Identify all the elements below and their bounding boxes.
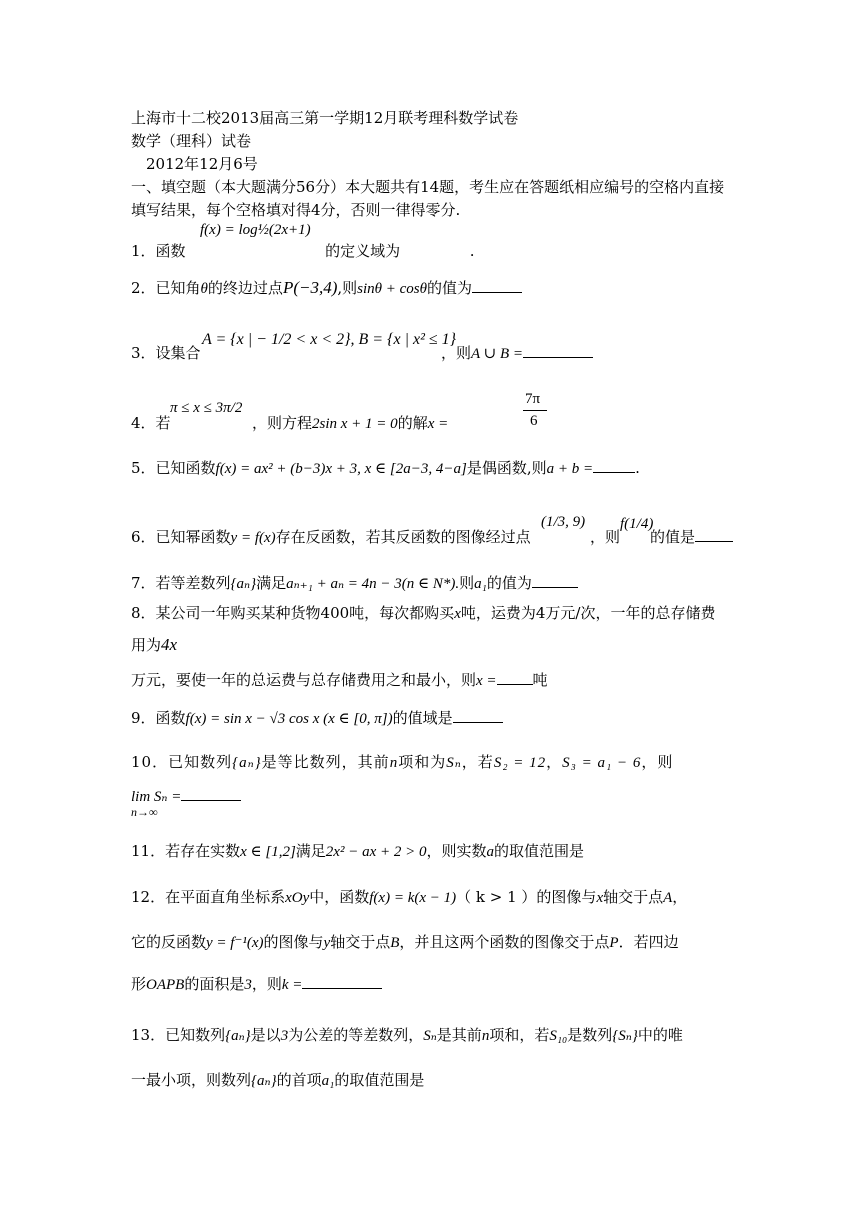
- q4-text-c: 的解: [397, 414, 428, 432]
- q13-line2b: 的首项: [276, 1071, 322, 1089]
- q5-text-a: 5．已知函数: [131, 459, 216, 477]
- q3-text-a: 3．设集合: [131, 344, 201, 362]
- q11-ineq: 2x² − ax + 2 > 0: [325, 844, 427, 860]
- section-intro-line2: 填写结果，每个空格填对得4分，否则一律得零分.: [131, 201, 461, 219]
- q12-yaxis: y: [323, 935, 331, 951]
- q10-text-d: ，若: [461, 753, 494, 771]
- q8-cost: 4x: [161, 635, 178, 654]
- question-12-line1: [131, 887, 687, 908]
- q12-xaxis: x: [596, 890, 604, 906]
- q4-text-b: ，则方程: [252, 414, 313, 432]
- q7-text-b: 满足: [256, 574, 287, 592]
- q3-expr: A ∪ B =: [471, 346, 524, 362]
- exam-date: 2012年12月6号: [146, 155, 258, 173]
- q13-text-e: 项和，若: [489, 1026, 550, 1044]
- question-9: [131, 708, 503, 729]
- question-4: [131, 413, 171, 433]
- q4-x-eq: x =: [427, 416, 449, 432]
- q2-text-c: ,则: [337, 279, 358, 297]
- q10-text-b: 是等比数列，其前: [261, 753, 390, 771]
- question-13-line2: [131, 1070, 424, 1091]
- q7-text-d: 的值为: [486, 574, 532, 592]
- q3-tail: [441, 343, 593, 364]
- q5-expr: a + b =: [546, 461, 594, 477]
- q7-answer-blank[interactable]: [532, 573, 578, 588]
- q10-s3: S₃ = a₁ − 6: [562, 755, 642, 771]
- q4-tail: [252, 413, 448, 434]
- q12-inv: y = f⁻¹(x): [206, 935, 264, 951]
- q13-seq: {aₙ}: [225, 1028, 251, 1044]
- q8-line3b: 吨: [532, 671, 548, 689]
- q2-text-b: 的终边过点: [207, 279, 283, 297]
- question-8-line1: [131, 603, 715, 624]
- q12-k-eq: k =: [281, 977, 303, 993]
- q12-text-d: 轴交于点: [603, 888, 664, 906]
- q6-point: (1/3, 9): [541, 514, 586, 530]
- q8-line3: 万元，要使一年的总运费与总存储费用之和最小，则: [131, 671, 477, 689]
- question-7: [131, 573, 578, 594]
- q11-text-a: 11．若存在实数: [131, 842, 241, 860]
- question-1: [131, 241, 474, 261]
- q2-answer-blank[interactable]: [472, 278, 522, 293]
- q13-a1: a₁: [321, 1073, 335, 1089]
- q2-text-a: 2．已知角: [131, 279, 201, 297]
- q12-line2c: 轴交于点: [330, 933, 391, 951]
- q12-text-b: 中，函数: [309, 888, 370, 906]
- q2-expr: sinθ + cosθ: [357, 281, 428, 297]
- q1-text-c: .: [469, 242, 475, 260]
- q6-text-c: ，则: [590, 528, 621, 546]
- question-8-line3: [131, 670, 548, 691]
- q8-answer-blank[interactable]: [497, 670, 533, 685]
- question-6: [131, 527, 531, 548]
- q10-lim-sub: n→∞: [131, 805, 158, 819]
- question-8-line2: [131, 635, 177, 655]
- q10-text-e: ，: [546, 753, 563, 771]
- q12-quad: OAPB: [146, 977, 185, 993]
- q2-text-d: 的值为: [427, 279, 473, 297]
- q13-text-g: 中的唯: [637, 1026, 683, 1044]
- q2-point: P(−3,4): [282, 278, 338, 297]
- q13-text-d: 是其前: [436, 1026, 482, 1044]
- q10-text-a: 10．已知数列: [131, 753, 233, 771]
- q6-tail: [590, 527, 620, 547]
- q12-area: 3: [244, 977, 252, 993]
- q8-line2: 用为: [131, 636, 162, 654]
- q7-rel: aₙ₊₁ + aₙ = 4n − 3(n ∈ N*).: [286, 576, 460, 592]
- q12-sys: xOy: [285, 890, 310, 906]
- q11-cond: x ∈ [1,2]: [240, 844, 296, 860]
- q7-text-a: 7．若等差数列: [131, 574, 231, 592]
- q12-line3a: 形: [131, 975, 147, 993]
- q12-line2d: ，并且这两个函数的图像交于点: [399, 933, 610, 951]
- q10-text-c: 项和为: [398, 753, 447, 771]
- q12-line3b: 的面积是: [184, 975, 245, 993]
- q12-line2a: 它的反函数: [131, 933, 207, 951]
- q10-answer-blank[interactable]: [181, 786, 241, 801]
- q10-n: n: [389, 755, 399, 771]
- q13-text-c: 为公差的等差数列，: [288, 1026, 424, 1044]
- q4-text-a: 4．若: [131, 414, 171, 432]
- q8-x-eq: x =: [476, 673, 497, 689]
- q13-line2c: 的取值范围是: [334, 1071, 425, 1089]
- section-intro-line1: 一、填空题（本大题满分56分）本大题共有14题，考生应在答题纸相应编号的空格内直接: [131, 178, 725, 196]
- question-10: [131, 752, 673, 773]
- q13-seq2: {aₙ}: [251, 1073, 277, 1089]
- q5-text-b: 是偶函数,则: [466, 459, 547, 477]
- q9-text-a: 9．函数: [131, 709, 186, 727]
- q2-theta: θ: [200, 281, 208, 297]
- q12-A: A: [663, 890, 673, 906]
- q8-line1: 8．某公司一年购买某种货物400吨，每次都购买: [131, 604, 455, 622]
- q5-func: f(x) = ax² + (b−3)x + 3, x ∈ [2a−3, 4−a]: [215, 461, 467, 477]
- q12-line2b: 的图像与: [263, 933, 324, 951]
- q4-answer-den: 6: [530, 413, 538, 429]
- q12-answer-blank[interactable]: [302, 974, 382, 989]
- q10-text-f: ，则: [641, 753, 674, 771]
- q7-a1: a₁: [474, 576, 487, 592]
- question-5: [131, 458, 640, 479]
- q3-text-b: ，则: [441, 344, 472, 362]
- q10-s2: S₂ = 12: [493, 755, 547, 771]
- q12-func: f(x) = k(x − 1): [369, 890, 457, 906]
- q6-func: y = f(x): [230, 530, 276, 546]
- q3-set: A = {x | − 1/2 < x < 2}, B = {x | x² ≤ 1}: [202, 331, 457, 348]
- q10-lim-expr: lim Sₙ =: [131, 789, 182, 805]
- q1-text: 1．函数: [131, 242, 186, 260]
- q4-answer-num: 7π: [525, 391, 541, 407]
- q13-line2a: 一最小项，则数列: [131, 1071, 252, 1089]
- q12-text-c: 的图像与: [536, 888, 597, 906]
- q9-func: f(x) = sin x − √3 cos x (x ∈ [0, π]): [185, 711, 393, 727]
- q4-eq: 2sin x + 1 = 0: [312, 416, 398, 432]
- q12-P: P: [609, 935, 619, 951]
- q6-tail-b: [650, 527, 733, 547]
- q13-n: n: [481, 1028, 490, 1044]
- q6-expr: f(1/4): [620, 516, 654, 532]
- q6-text-b: 存在反函数，若其反函数的图像经过点: [275, 528, 531, 546]
- q8-x: x: [454, 606, 461, 622]
- q13-d: 3: [280, 1028, 289, 1044]
- q12-line3c: ，则: [251, 975, 282, 993]
- question-11: [131, 841, 584, 862]
- q13-seq-s: {Sₙ}: [612, 1028, 638, 1044]
- question-13-line1: [131, 1025, 683, 1046]
- q6-answer-blank[interactable]: [695, 527, 733, 542]
- q13-text-f: 是数列: [567, 1026, 613, 1044]
- q13-text-b: 是以: [250, 1026, 281, 1044]
- q6-text-a: 6．已知幂函数: [131, 528, 231, 546]
- question-12-line2: [131, 932, 679, 953]
- q1-text-b: 的定义域为: [325, 242, 401, 260]
- q13-text-a: 13．已知数列: [131, 1026, 226, 1044]
- q12-text-a: 12．在平面直角坐标系: [131, 888, 286, 906]
- question-3: [131, 343, 201, 363]
- q12-line2e: ．若四边: [618, 933, 679, 951]
- q7-seq: {aₙ}: [230, 576, 257, 592]
- q4-cond: π ≤ x ≤ 3π/2: [170, 400, 243, 416]
- exam-title: 上海市十二校2013届高三第一学期12月联考理科数学试卷: [131, 109, 519, 127]
- q8-line1b: 吨，运费为4万元/次，一年的总存储费: [460, 604, 716, 622]
- q11-text-c: ，则实数: [426, 842, 487, 860]
- question-12-line3: [131, 974, 382, 995]
- q12-B: B: [390, 935, 400, 951]
- q7-text-c: 则: [459, 574, 475, 592]
- q10-sn: Sₙ: [446, 755, 462, 771]
- q11-text-b: 满足: [295, 842, 326, 860]
- question-2: [131, 278, 522, 299]
- q6-text-d: 的值是: [650, 528, 696, 546]
- q9-text-b: 的值域是: [392, 709, 453, 727]
- q9-answer-blank[interactable]: [453, 708, 503, 723]
- q5-answer-blank[interactable]: [593, 458, 635, 473]
- q12-cond: （ k > 1 ）: [456, 888, 537, 906]
- q11-text-d: 的取值范围是: [494, 842, 585, 860]
- q13-s10: S₁₀: [549, 1028, 568, 1044]
- q10-seq: {aₙ}: [232, 755, 262, 771]
- q5-text-c: .: [635, 459, 640, 477]
- exam-subtitle: 数学（理科）试卷: [131, 132, 252, 150]
- q11-a: a: [486, 844, 494, 860]
- q12-text-e: ，: [672, 888, 688, 906]
- q13-sn: Sₙ: [423, 1028, 437, 1044]
- q3-answer-blank[interactable]: [523, 343, 593, 358]
- q1-formula: f(x) = log½(2x+1): [200, 222, 311, 238]
